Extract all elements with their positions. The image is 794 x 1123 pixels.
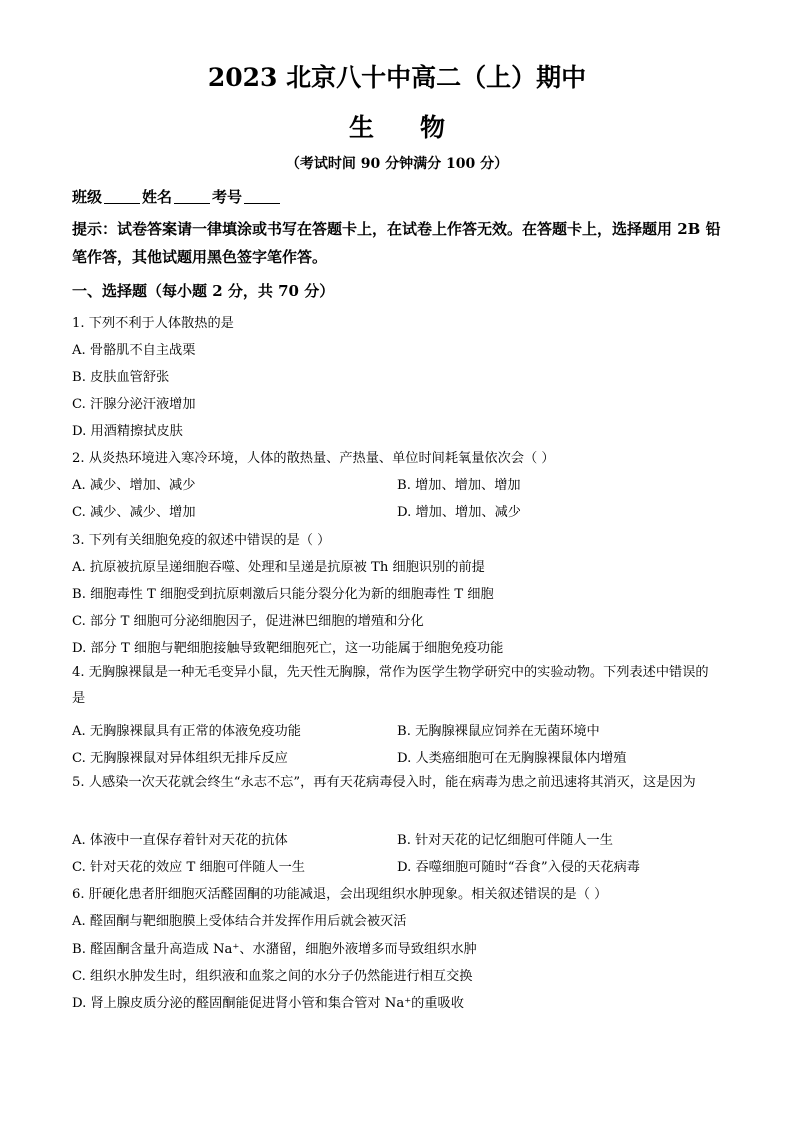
- question-3-option-d: D. 部分 T 细胞与靶细胞接触导致靶细胞死亡，这一功能属于细胞免疫功能: [72, 641, 504, 656]
- number-label: 考号: [212, 188, 243, 206]
- question-5-stem: 5. 人感染一次天花就会终生“永志不忘”，再有天花病毒侵入时，能在病毒为患之前迅速将其消灭，这是因为: [72, 775, 696, 790]
- exam-time-note: （考试时间 90 分钟满分 100 分）: [285, 156, 509, 172]
- question-4-option-b: B. 无胸腺裸鼠应饲养在无菌环境中: [397, 724, 600, 739]
- section-title: 一、选择题（每小题 2 分，共 70 分）: [72, 282, 335, 300]
- question-1-stem: 1. 下列不利于人体散热的是: [72, 316, 234, 331]
- class-blank[interactable]: [104, 189, 140, 204]
- question-5-option-c: C. 针对天花的效应 T 细胞可伴随人一生: [72, 860, 305, 875]
- question-4-stem: 4. 无胸腺裸鼠是一种无毛变异小鼠，先天性无胸腺，常作为医学生物学研究中的实验动物。下列表述中错误的是: [72, 665, 709, 706]
- question-2-option-c: C. 减少、减少、增加: [72, 505, 196, 520]
- question-3-option-c: C. 部分 T 细胞可分泌细胞因子，促进淋巴细胞的增殖和分化: [72, 614, 424, 629]
- answer-tip: 提示：试卷答案请一律填涂或书写在答题卡上，在试卷上作答无效。在答题卡上，选择题用 2B 铅笔作答，其他试题用黑色签字笔作答。: [72, 220, 721, 266]
- question-4-option-d: D. 人类癌细胞可在无胸腺裸鼠体内增殖: [397, 751, 627, 766]
- number-blank[interactable]: [244, 189, 280, 204]
- question-6-stem: 6. 肝硬化患者肝细胞灭活醛固酮的功能减退，会出现组织水肿现象。相关叙述错误的是（ ）: [72, 887, 608, 902]
- question-5-option-d: D. 吞噬细胞可随时“吞食”入侵的天花病毒: [397, 860, 640, 875]
- question-2-stem: 2. 从炎热环境进入寒冷环境，人体的散热量、产热量、单位时间耗氧量依次会（ ）: [72, 451, 555, 466]
- subject-title: [0, 108, 794, 144]
- question-1-option-c: C. 汗腺分泌汗液增加: [72, 397, 196, 412]
- question-3-option-a: A. 抗原被抗原呈递细胞吞噬、处理和呈递是抗原被 Th 细胞识别的前提: [72, 560, 485, 575]
- question-6-option-a: A. 醛固酮与靶细胞膜上受体结合并发挥作用后就会被灭活: [72, 914, 407, 929]
- question-1-option-d: D. 用酒精擦拭皮肤: [72, 424, 183, 439]
- subject-char-2: 物: [420, 113, 446, 142]
- name-blank[interactable]: [174, 189, 210, 204]
- question-2-option-a: A. 减少、增加、减少: [72, 478, 196, 493]
- subject-char-1: 生: [348, 113, 374, 142]
- question-1-option-b: B. 皮肤血管舒张: [72, 370, 170, 385]
- question-2-option-b: B. 增加、增加、增加: [397, 478, 521, 493]
- exam-title: 2023 北京八十中高二（上）期中: [207, 63, 587, 92]
- question-5-option-a: A. 体液中一直保存着针对天花的抗体: [72, 833, 288, 848]
- question-3-stem: 3. 下列有关细胞免疫的叙述中错误的是（ ）: [72, 533, 331, 548]
- question-6-option-d: D. 肾上腺皮质分泌的醛固酮能促进肾小管和集合管对 Na⁺的重吸收: [72, 996, 464, 1011]
- question-4-option-a: A. 无胸腺裸鼠具有正常的体液免疫功能: [72, 724, 301, 739]
- question-6-option-b: B. 醛固酮含量升高造成 Na⁺、水潴留，细胞外液增多而导致组织水肿: [72, 942, 477, 957]
- question-1-option-a: A. 骨骼肌不自主战栗: [72, 343, 196, 358]
- question-5-option-b: B. 针对天花的记忆细胞可伴随人一生: [397, 833, 613, 848]
- class-label: 班级: [72, 188, 103, 206]
- question-4-option-c: C. 无胸腺裸鼠对异体组织无排斥反应: [72, 751, 288, 766]
- question-6-option-c: C. 组织水肿发生时，组织液和血浆之间的水分子仍然能进行相互交换: [72, 969, 473, 984]
- question-2-option-d: D. 增加、增加、减少: [397, 505, 521, 520]
- question-3-option-b: B. 细胞毒性 T 细胞受到抗原刺激后只能分裂分化为新的细胞毒性 T 细胞: [72, 587, 494, 602]
- name-label: 姓名: [142, 188, 173, 206]
- student-info-line: [72, 186, 282, 207]
